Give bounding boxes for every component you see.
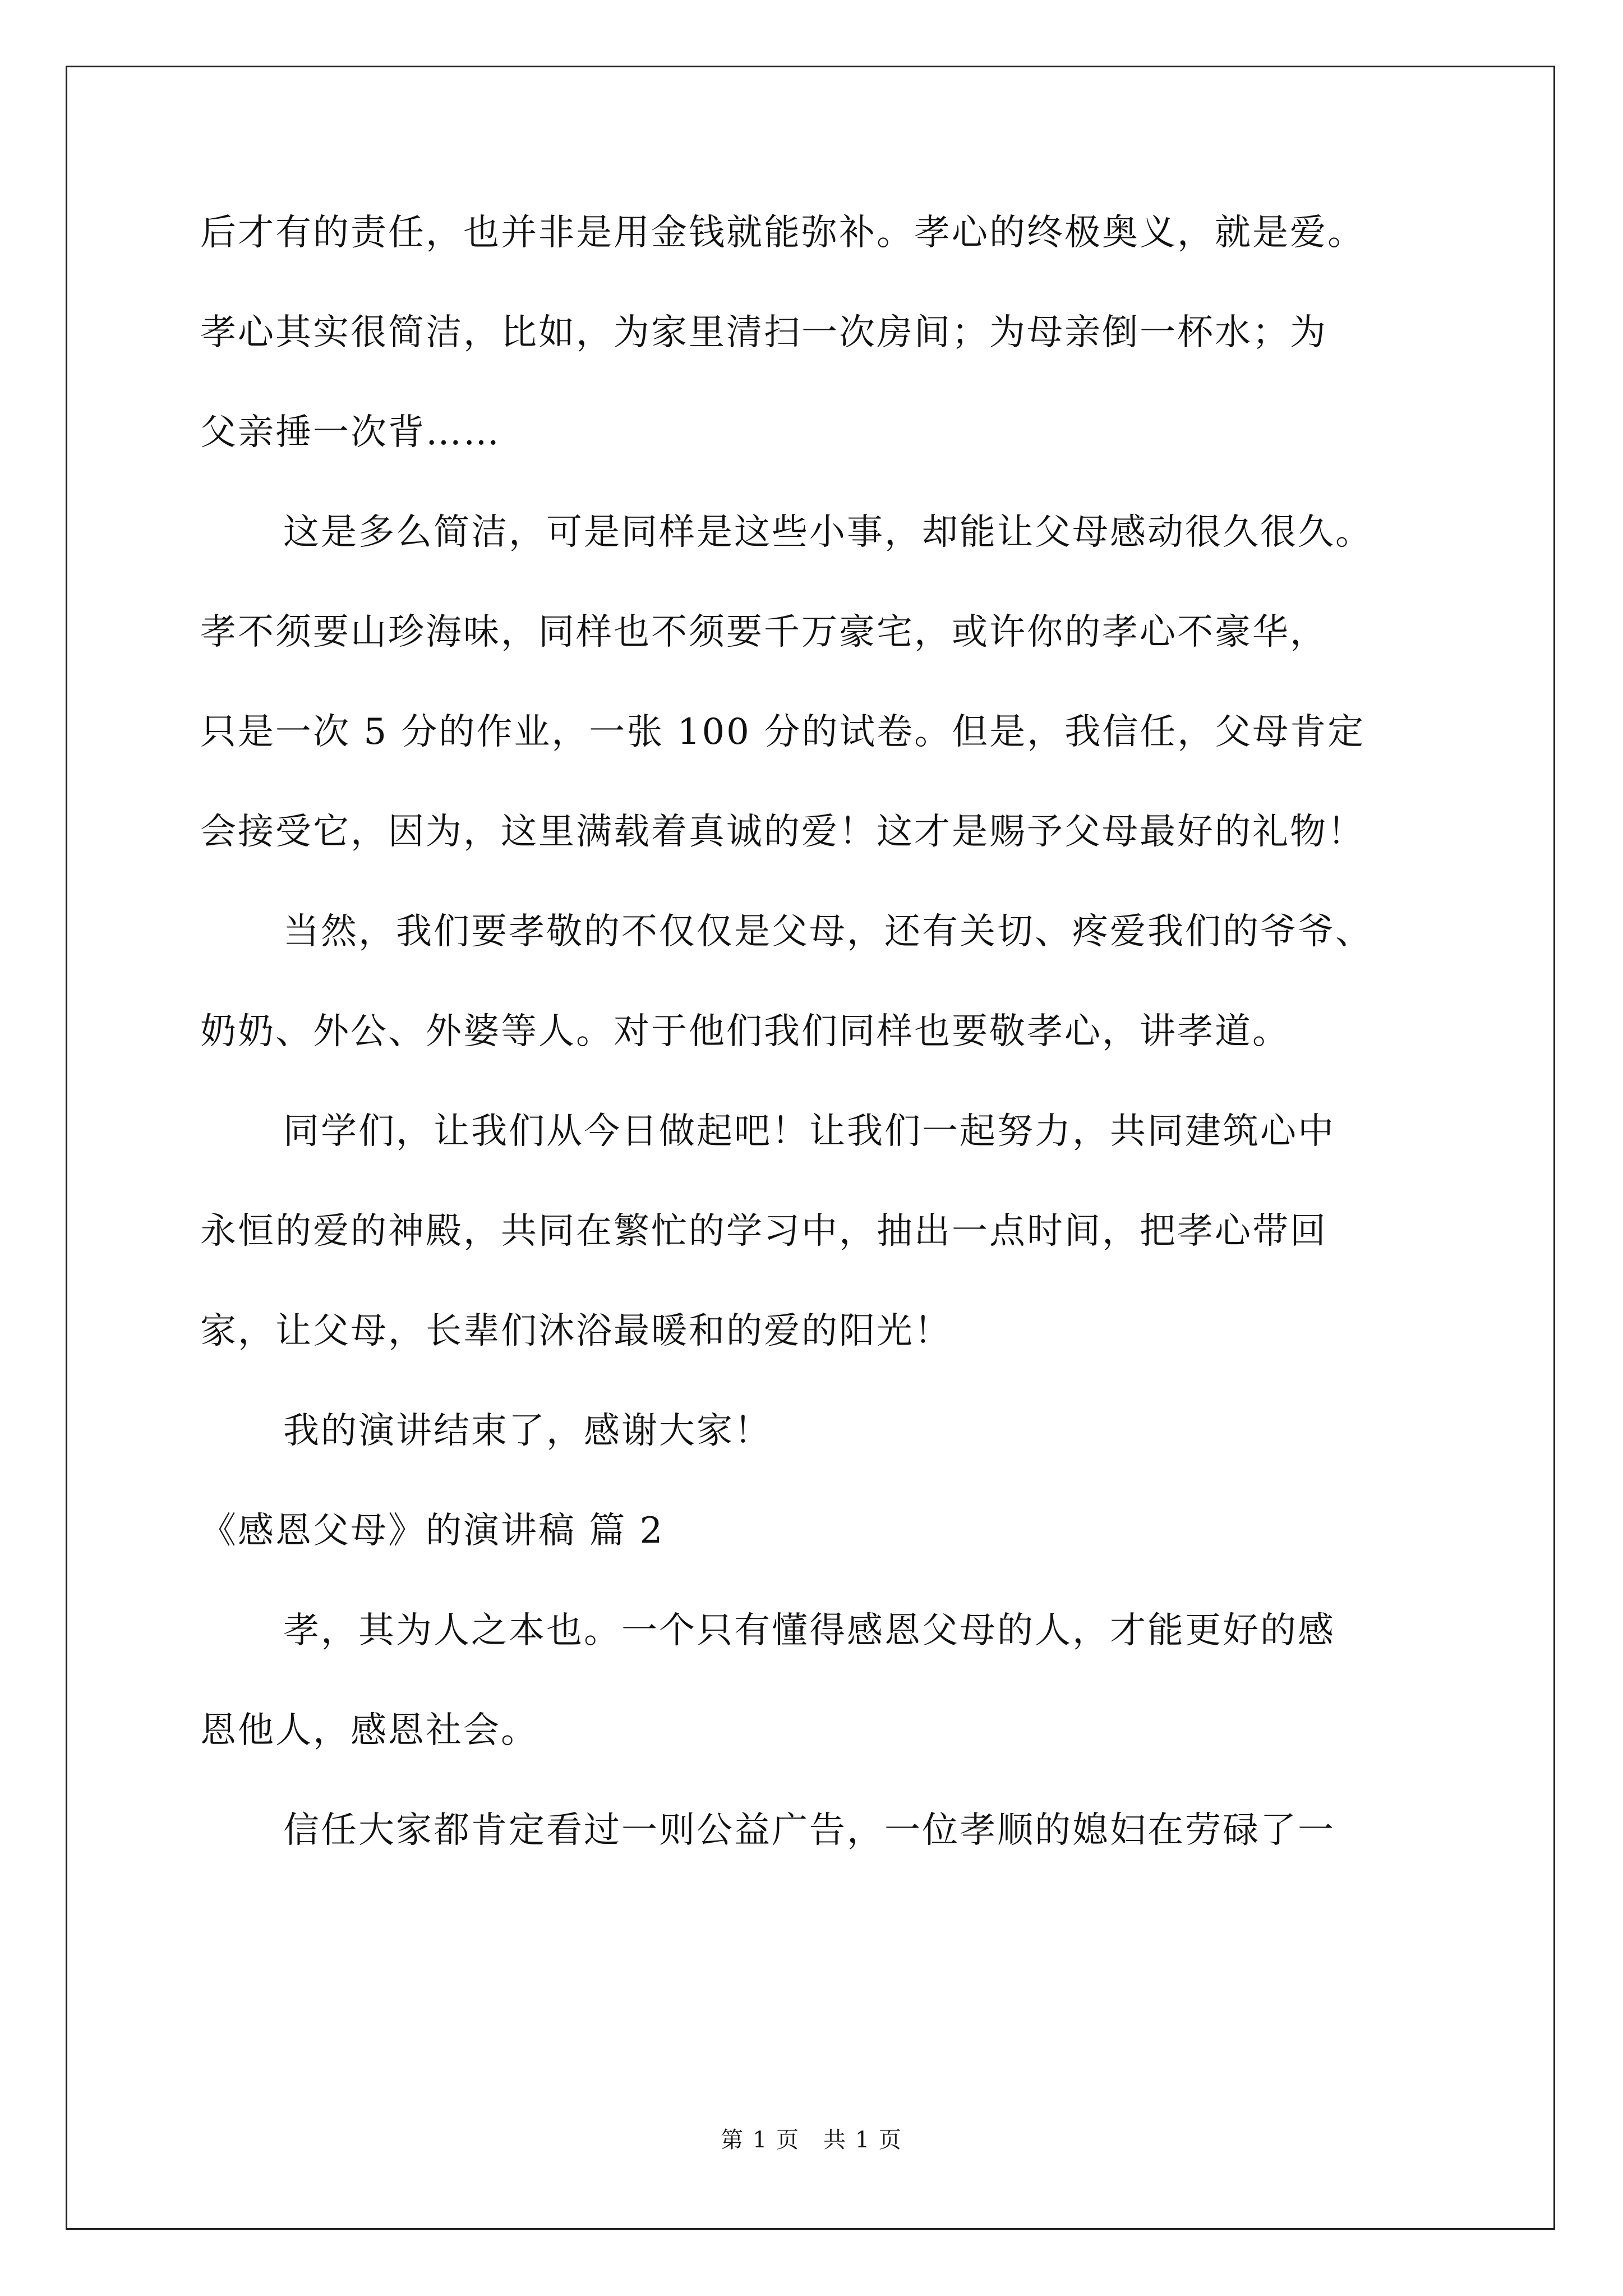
text-line: 父亲捶一次背…… [200,412,501,453]
text-line: 孝不须要山珍海味，同样也不须要千万豪宅，或许你的孝心不豪华， [200,611,1327,653]
text-line: 信任大家都肯定看过一则公益广告，一位孝顺的媳妇在劳碌了一 [283,1810,1335,1851]
text-line: 当然，我们要孝敬的不仅仅是父母，还有关切、疼爱我们的爷爷、 [283,911,1373,953]
text-line: 后才有的责任，也并非是用金钱就能弥补。孝心的终极奥义，就是爱。 [200,212,1365,254]
text-line: 家，让父母，长辈们沐浴最暖和的爱的阳光！ [200,1310,952,1352]
text-line: 恩他人，感恩社会。 [200,1710,538,1751]
text-line: 这是多么简洁，可是同样是这些小事，却能让父母感动很久很久。 [283,512,1373,553]
text-line: 同学们，让我们从今日做起吧！让我们一起努力，共同建筑心中 [283,1111,1335,1152]
text-line: 奶奶、外公、外婆等人。对于他们我们同样也要敬孝心，讲孝道。 [200,1011,1290,1052]
section-heading: 《感恩父母》的演讲稿 篇 2 [200,1510,665,1552]
page-footer: 第 1 页 共 1 页 [721,2127,902,2153]
text-line: 我的演讲结束了，感谢大家！ [283,1410,772,1452]
text-line: 孝心其实很简洁，比如，为家里清扫一次房间；为母亲倒一杯水；为 [200,312,1327,353]
text-line: 会接受它，因为，这里满载着真诚的爱！这才是赐予父母最好的礼物！ [200,811,1365,853]
text-line: 永恒的爱的神殿，共同在繁忙的学习中，抽出一点时间，把孝心带回 [200,1211,1327,1252]
text-line: 孝，其为人之本也。一个只有懂得感恩父母的人，才能更好的感 [283,1610,1335,1651]
text-line: 只是一次 5 分的作业，一张 100 分的试卷。但是，我信任，父母肯定 [200,711,1366,753]
